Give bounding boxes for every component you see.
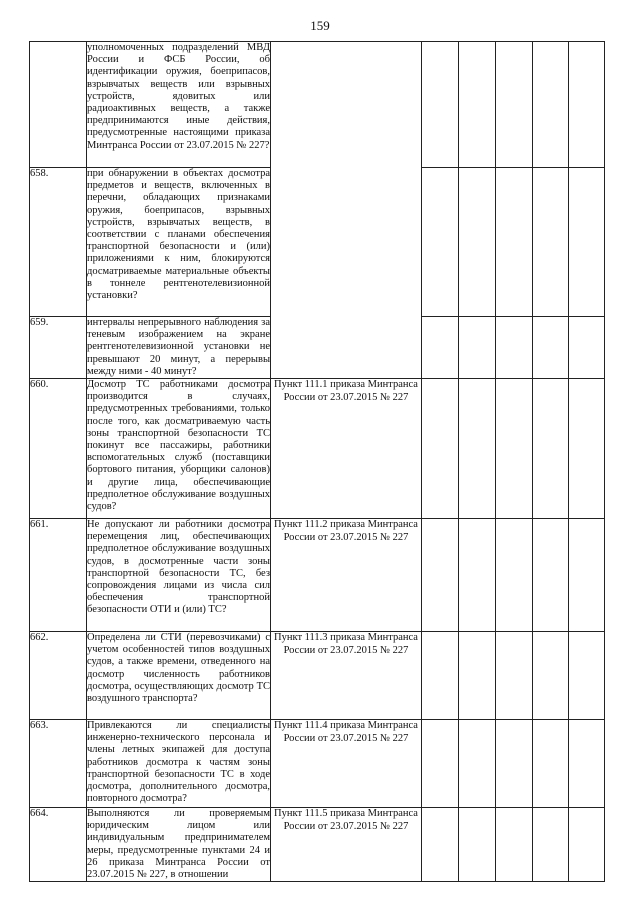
row-number: 663. <box>30 720 87 808</box>
question-text: Выполняются ли проверяемым юридическим лицом или индивидуальным предпринимателем меры, предусмотренные пунктами 24 и 26 приказа Минтранса России от 23.07.2015 № 227, в отношении <box>87 808 270 881</box>
answer-cell <box>569 632 605 720</box>
table-row <box>30 720 605 808</box>
checklist-table <box>29 41 605 882</box>
reference-cell <box>271 720 422 808</box>
row-number: 662. <box>30 632 87 720</box>
table-row <box>30 379 605 519</box>
reference-text: Пункт 111.5 приказа Минтранса России от 23.07.2015 № 227 <box>274 808 418 832</box>
question-text: Определена ли СТИ (перевозчиками) с учетом особенностей типов воздушных судов, а также времени, отведенного на досмотр численность работников досмотра, осуществляющих досмотр ТС воздушного транспорта? <box>87 632 271 720</box>
question-text: Не допускают ли работники досмотра перемещения лиц, обеспечивающих предполетное обслуживание воздушных судов, в досмотренные части зоны транспортной безопасности ТС, без сопровождения лицами из числа сил обеспечения транспортной безопасности ОТИ и (или) ТС? <box>87 519 271 632</box>
answer-cell <box>459 632 496 720</box>
answer-cell <box>569 379 605 519</box>
question-text: Привлекаются ли специалисты инженерно-технического персонала и члены летных экипажей для доступа работников досмотра к частям зоны транспортной безопасности ТС в ходе досмотра, дополнительного досмотра, повторного досмотра? <box>87 720 271 808</box>
answer-cell <box>533 632 569 720</box>
reference-text: Пункт 111.4 приказа Минтранса России от 23.07.2015 № 227 <box>274 720 418 744</box>
answer-cell <box>496 519 533 632</box>
answer-cell <box>459 519 496 632</box>
row-number <box>30 42 87 168</box>
reference-text: Пункт 111.2 приказа Минтранса России от 23.07.2015 № 227 <box>274 519 418 543</box>
question-text: уполномоченных подразделений МВД России и ФСБ России, об идентификации оружия, боеприпасов, взрывчатых веществ или взрывных устройств, ядовитых или радиоактивных веществ, а также предпринимаются иные действия, предусмотренные настоящими приказа Минтранса России от 23.07.2015 № 227? <box>87 42 271 168</box>
answer-cell <box>496 42 533 168</box>
answer-cell <box>422 379 459 519</box>
table-row <box>30 42 605 168</box>
reference-cell <box>271 808 422 882</box>
row-number: 660. <box>30 379 87 519</box>
answer-cell <box>496 317 533 379</box>
table-row <box>30 808 605 882</box>
answer-cell <box>422 632 459 720</box>
answer-cell <box>422 168 459 317</box>
reference-text: Пункт 111.3 приказа Минтранса России от 23.07.2015 № 227 <box>274 632 418 656</box>
answer-cell <box>569 317 605 379</box>
row-number: 659. <box>30 317 87 379</box>
answer-cell <box>422 720 459 808</box>
answer-cell <box>496 632 533 720</box>
answer-cell <box>533 42 569 168</box>
answer-cell <box>533 808 569 882</box>
question-text: интервалы непрерывного наблюдения за теневым изображением на экране рентгенотелевизионной установки не превышают 20 минут, а перерывы между ними - 40 минут? <box>87 317 270 377</box>
answer-cell <box>496 720 533 808</box>
answer-cell <box>569 42 605 168</box>
answer-cell <box>533 720 569 808</box>
row-number: 658. <box>30 168 87 317</box>
table-row <box>30 632 605 720</box>
answer-cell <box>533 519 569 632</box>
table-row <box>30 519 605 632</box>
answer-cell <box>496 168 533 317</box>
answer-cell <box>422 317 459 379</box>
reference-cell <box>271 519 422 632</box>
answer-cell <box>422 42 459 168</box>
answer-cell <box>459 379 496 519</box>
row-number: 664. <box>30 808 87 882</box>
reference-cell <box>271 379 422 519</box>
answer-cell <box>496 379 533 519</box>
answer-cell <box>459 317 496 379</box>
reference-cell <box>271 632 422 720</box>
answer-cell <box>422 808 459 882</box>
answer-cell <box>569 720 605 808</box>
answer-cell <box>459 168 496 317</box>
reference-cell <box>271 42 422 379</box>
answer-cell <box>569 519 605 632</box>
reference-text: Пункт 111.1 приказа Минтранса России от 23.07.2015 № 227 <box>274 379 418 403</box>
answer-cell <box>459 720 496 808</box>
question-text: при обнаружении в объектах досмотра предметов и веществ, включенных в перечни, обладающих признаками оружия, боеприпасов, взрывных устройств, взрывчатых веществ, в соответствии с планами обеспечения транспортной безопасности и (или) приложениями к ним, блокируются досматриваемые материальные объекты в тоннеле рентгенотелевизионной установки? <box>87 168 271 317</box>
answer-cell <box>569 168 605 317</box>
answer-cell <box>496 808 533 882</box>
answer-cell <box>533 168 569 317</box>
row-number: 661. <box>30 519 87 632</box>
question-text: Досмотр ТС работниками досмотра производится в случаях, предусмотренных требованиями, только после того, как досматриваемую часть зоны транспортной безопасности ТС покинут все пассажиры, работники вспомогательных служб (поставщики бортового питания, уборщики салонов) и другие лица, обеспечивающие предполетное обслуживание воздушных судов? <box>87 379 271 519</box>
page-number: 159 <box>310 18 330 33</box>
answer-cell <box>569 808 605 882</box>
answer-cell <box>533 317 569 379</box>
answer-cell <box>533 379 569 519</box>
answer-cell <box>422 519 459 632</box>
answer-cell <box>459 808 496 882</box>
answer-cell <box>459 42 496 168</box>
